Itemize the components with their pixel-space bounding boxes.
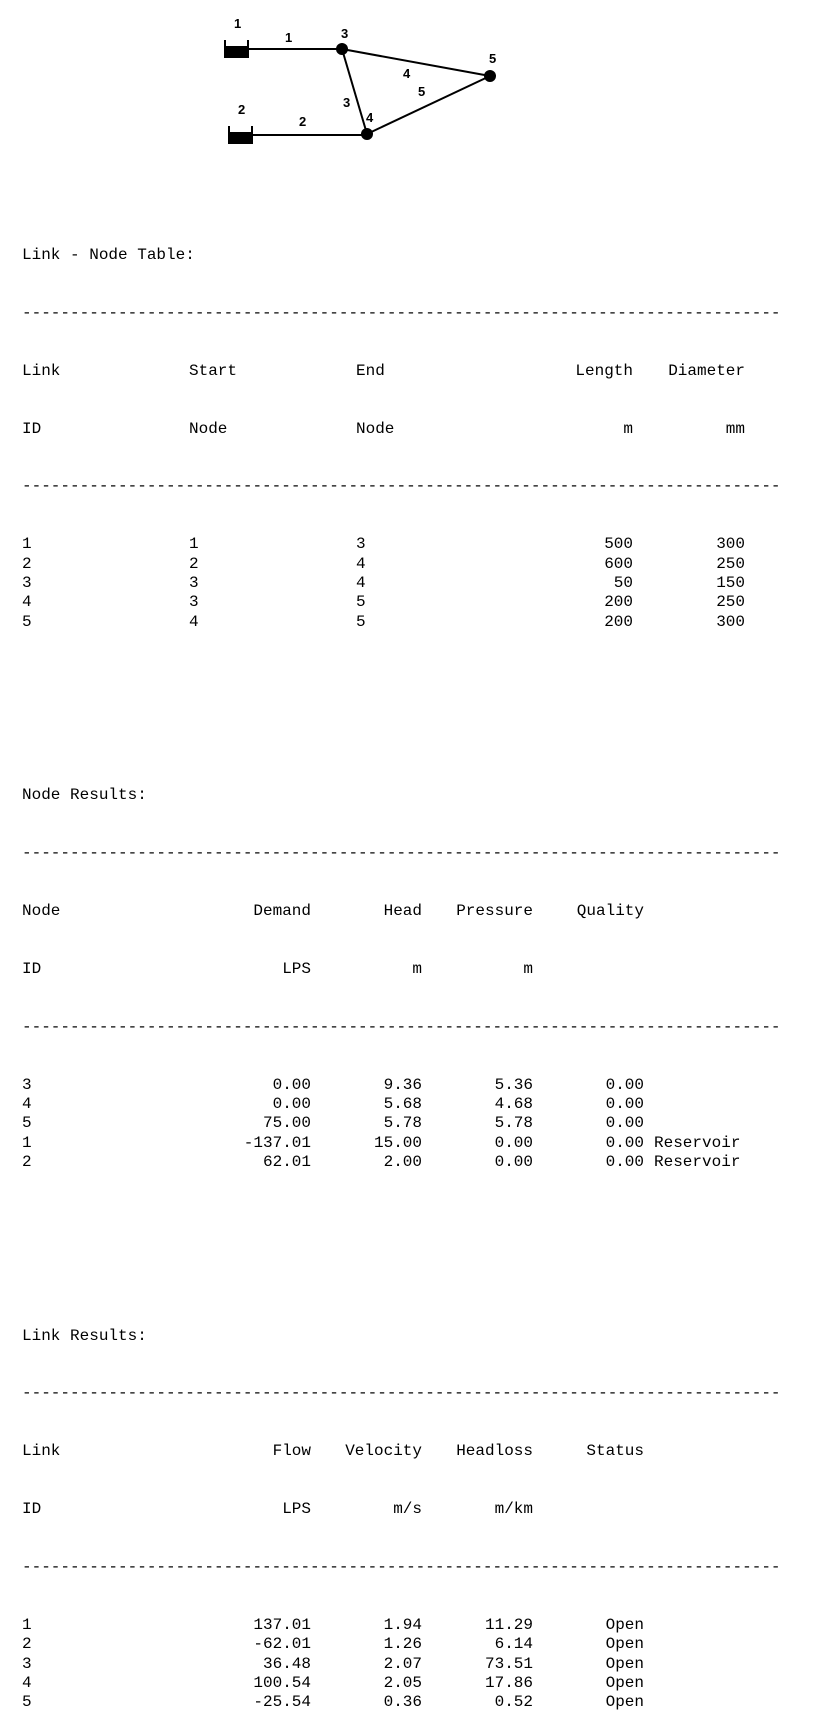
col-demand-unit: LPS <box>282 959 311 978</box>
cell-start-node: 2 <box>189 554 199 573</box>
table-row <box>22 1616 781 1635</box>
cell-link-id: 3 <box>22 573 32 592</box>
cell-end-node: 4 <box>356 554 366 573</box>
col-headloss: Headloss <box>456 1442 533 1461</box>
cell-link-id: 3 <box>22 1654 32 1673</box>
junction-3-label: 3 <box>341 26 349 41</box>
cell-flow: -62.01 <box>253 1635 311 1654</box>
cell-start-node: 1 <box>189 535 199 554</box>
col-start-unit: Node <box>189 419 228 438</box>
table-row <box>22 1674 781 1693</box>
cell-diameter: 300 <box>716 535 745 554</box>
cell-end-node: 4 <box>356 573 366 592</box>
cell-demand: 0.00 <box>272 1094 311 1113</box>
rule: ------------------------------------------------------------------------------- <box>22 1558 781 1577</box>
junction-5 <box>484 70 496 82</box>
col-flow-unit: LPS <box>282 1500 311 1519</box>
col-link-unit: ID <box>22 1500 42 1519</box>
table-row <box>22 1076 781 1095</box>
col-node: Node <box>22 901 61 920</box>
link-node-header-2 <box>22 420 781 439</box>
cell-demand: 62.01 <box>262 1152 311 1171</box>
cell-length: 600 <box>604 554 633 573</box>
rule: ------------------------------------------------------------------------------- <box>22 477 781 496</box>
cell-length: 500 <box>604 535 633 554</box>
cell-node-id: 5 <box>22 1114 32 1133</box>
cell-start-node: 4 <box>189 612 199 631</box>
pipe-4 <box>342 49 490 76</box>
col-quality: Quality <box>576 901 644 920</box>
cell-flow: 137.01 <box>253 1615 311 1634</box>
cell-head: 5.68 <box>383 1094 422 1113</box>
cell-headloss: 6.14 <box>494 1635 533 1654</box>
cell-head: 9.36 <box>383 1075 422 1094</box>
cell-demand: 0.00 <box>272 1075 311 1094</box>
cell-diameter: 250 <box>716 593 745 612</box>
pipe-3-label: 3 <box>343 95 351 110</box>
col-link: Link <box>22 361 61 380</box>
cell-status: Open <box>605 1693 644 1712</box>
cell-node-type: Reservoir <box>654 1152 741 1171</box>
pipe-1-label: 1 <box>285 30 293 45</box>
cell-pressure: 5.78 <box>494 1114 533 1133</box>
link-results-header-1 <box>22 1442 781 1461</box>
cell-length: 50 <box>613 573 633 592</box>
col-link: Link <box>22 1442 61 1461</box>
cell-quality: 0.00 <box>605 1094 644 1113</box>
table-row <box>22 593 781 612</box>
cell-velocity: 1.94 <box>383 1615 422 1634</box>
cell-quality: 0.00 <box>605 1133 644 1152</box>
cell-status: Open <box>605 1654 644 1673</box>
col-pressure-unit: m <box>523 959 533 978</box>
junction-4 <box>361 128 373 140</box>
col-link-unit: ID <box>22 419 42 438</box>
node-results-title: Node Results: <box>22 786 147 805</box>
cell-velocity: 0.36 <box>383 1693 422 1712</box>
network-diagram <box>0 0 818 170</box>
col-flow: Flow <box>272 1442 311 1461</box>
col-end-unit: Node <box>356 419 395 438</box>
cell-link-id: 2 <box>22 1635 32 1654</box>
col-pressure: Pressure <box>456 901 533 920</box>
cell-headloss: 73.51 <box>484 1654 533 1673</box>
rule: ------------------------------------------------------------------------------- <box>22 1384 781 1403</box>
cell-headloss: 17.86 <box>484 1673 533 1692</box>
cell-velocity: 1.26 <box>383 1635 422 1654</box>
cell-diameter: 250 <box>716 554 745 573</box>
cell-quality: 0.00 <box>605 1114 644 1133</box>
cell-diameter: 150 <box>716 573 745 592</box>
cell-headloss: 11.29 <box>484 1615 533 1634</box>
table-row <box>22 1655 781 1674</box>
node-results-header-1 <box>22 902 781 921</box>
col-head-unit: m <box>412 959 422 978</box>
cell-end-node: 3 <box>356 535 366 554</box>
reservoir-2-label: 2 <box>238 102 246 117</box>
cell-pressure: 4.68 <box>494 1094 533 1113</box>
table-row <box>22 555 781 574</box>
cell-node-id: 1 <box>22 1133 32 1152</box>
table-row <box>22 1635 781 1654</box>
col-node-unit: ID <box>22 959 42 978</box>
cell-start-node: 3 <box>189 593 199 612</box>
col-status: Status <box>586 1442 644 1461</box>
cell-demand: -137.01 <box>243 1133 311 1152</box>
link-results-header-2 <box>22 1500 781 1519</box>
col-velocity: Velocity <box>345 1442 422 1461</box>
cell-link-id: 1 <box>22 535 32 554</box>
cell-node-id: 4 <box>22 1094 32 1113</box>
junction-5-label: 5 <box>489 51 497 66</box>
cell-head: 15.00 <box>373 1133 422 1152</box>
node-results-rows <box>22 1076 781 1172</box>
pipe-3 <box>342 49 367 134</box>
rule: ------------------------------------------------------------------------------- <box>22 844 781 863</box>
table-row <box>22 1095 781 1114</box>
cell-end-node: 5 <box>356 593 366 612</box>
col-end: End <box>356 361 385 380</box>
cell-quality: 0.00 <box>605 1075 644 1094</box>
table-row <box>22 574 781 593</box>
pipe-5-label: 5 <box>418 84 426 99</box>
cell-link-id: 2 <box>22 554 32 573</box>
report <box>22 188 781 1732</box>
reservoir-1-label: 1 <box>234 16 242 31</box>
cell-link-id: 4 <box>22 1673 32 1692</box>
pipe-4-label: 4 <box>403 66 411 81</box>
col-length-unit: m <box>623 419 633 438</box>
cell-link-id: 5 <box>22 1693 32 1712</box>
link-node-title: Link - Node Table: <box>22 245 195 264</box>
pipe-2-label: 2 <box>299 114 307 129</box>
cell-link-id: 4 <box>22 593 32 612</box>
rule: ------------------------------------------------------------------------------- <box>22 1017 781 1036</box>
junction-3 <box>336 43 348 55</box>
cell-quality: 0.00 <box>605 1152 644 1171</box>
link-results-title: Link Results: <box>22 1326 147 1345</box>
table-row <box>22 1134 781 1153</box>
col-headloss-unit: m/km <box>494 1500 533 1519</box>
col-diameter: Diameter <box>668 361 745 380</box>
reservoir-1-icon <box>225 40 248 57</box>
cell-headloss: 0.52 <box>494 1693 533 1712</box>
junction-4-label: 4 <box>366 110 374 125</box>
cell-node-type: Reservoir <box>654 1133 741 1152</box>
cell-status: Open <box>605 1673 644 1692</box>
node-results-header-2 <box>22 960 781 979</box>
cell-demand: 75.00 <box>262 1114 311 1133</box>
cell-flow: -25.54 <box>253 1693 311 1712</box>
cell-end-node: 5 <box>356 612 366 631</box>
cell-status: Open <box>605 1615 644 1634</box>
cell-diameter: 300 <box>716 612 745 631</box>
col-start: Start <box>189 361 238 380</box>
link-results-rows <box>22 1616 781 1712</box>
cell-start-node: 3 <box>189 573 199 592</box>
cell-node-id: 2 <box>22 1152 32 1171</box>
cell-pressure: 0.00 <box>494 1133 533 1152</box>
col-head: Head <box>383 901 422 920</box>
cell-pressure: 0.00 <box>494 1152 533 1171</box>
cell-velocity: 2.05 <box>383 1673 422 1692</box>
col-length: Length <box>575 361 633 380</box>
table-row <box>22 1114 781 1133</box>
table-row <box>22 1153 781 1172</box>
cell-flow: 36.48 <box>262 1654 311 1673</box>
table-row <box>22 613 781 632</box>
cell-flow: 100.54 <box>253 1673 311 1692</box>
cell-length: 200 <box>604 593 633 612</box>
table-row <box>22 535 781 554</box>
cell-pressure: 5.36 <box>494 1075 533 1094</box>
cell-status: Open <box>605 1635 644 1654</box>
pipe-5 <box>367 76 490 134</box>
cell-node-id: 3 <box>22 1075 32 1094</box>
cell-velocity: 2.07 <box>383 1654 422 1673</box>
link-node-header-1 <box>22 362 781 381</box>
table-row <box>22 1693 781 1712</box>
link-node-rows <box>22 535 781 631</box>
cell-head: 5.78 <box>383 1114 422 1133</box>
cell-link-id: 5 <box>22 612 32 631</box>
cell-link-id: 1 <box>22 1615 32 1634</box>
reservoir-2-icon <box>229 126 252 143</box>
col-velocity-unit: m/s <box>393 1500 422 1519</box>
col-demand: Demand <box>253 901 311 920</box>
rule: ------------------------------------------------------------------------------- <box>22 303 781 322</box>
cell-length: 200 <box>604 612 633 631</box>
col-diameter-unit: mm <box>725 419 745 438</box>
cell-head: 2.00 <box>383 1152 422 1171</box>
